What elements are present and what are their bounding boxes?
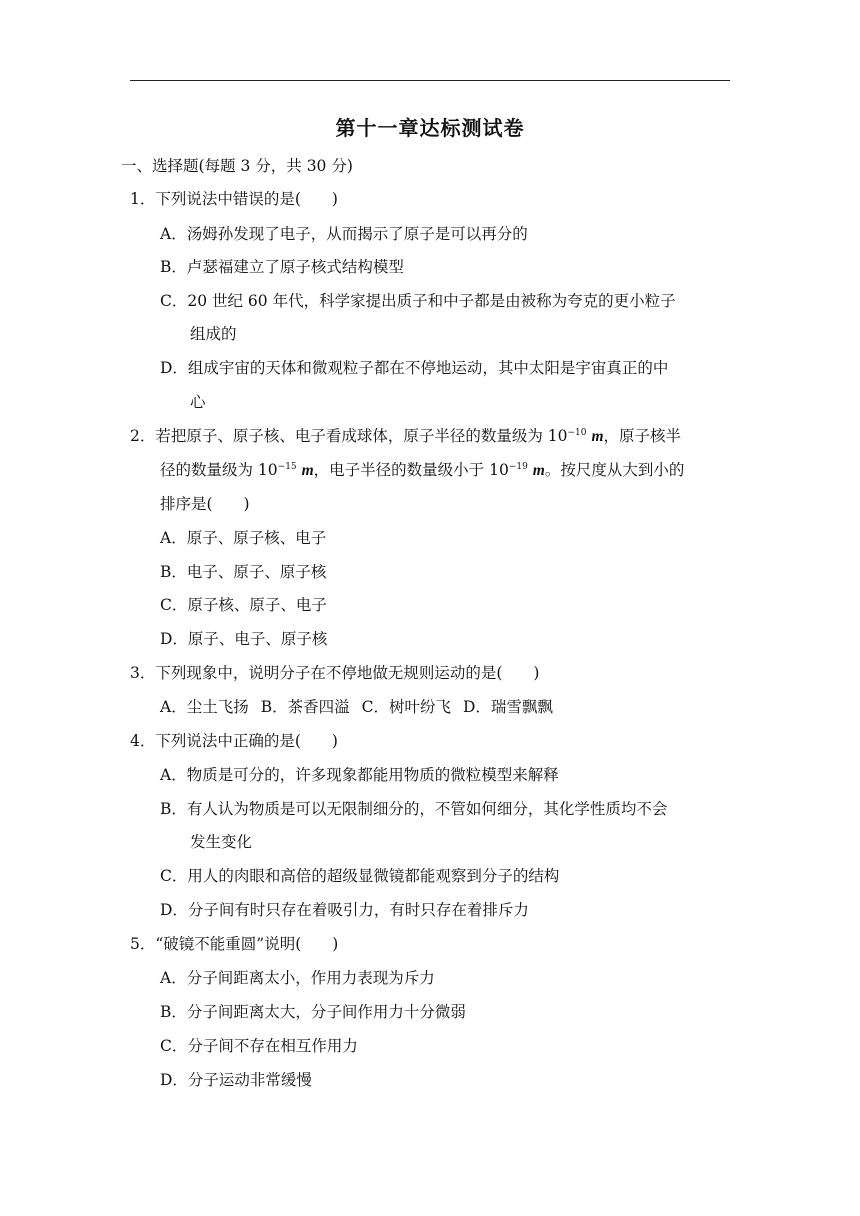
q1-option-c: C．20 世纪 60 年代，科学家提出质子和中子都是由被称为夸克的更小粒子 — [160, 292, 676, 310]
q3-option-c: C．树叶纷飞 — [361, 698, 451, 716]
header-rule — [130, 80, 730, 81]
q4-option-b-cont: 发生变化 — [190, 833, 253, 851]
q2-option-b: B．电子、原子、原子核 — [160, 563, 327, 581]
q1-option-c-cont: 组成的 — [190, 325, 237, 343]
page-title: 第十一章达标测试卷 — [335, 116, 525, 140]
q5-stem: 5．“破镜不能重圆”说明( ) — [130, 935, 339, 953]
q3-option-a: A．尘土飞扬 — [160, 698, 249, 716]
q3-options — [160, 697, 553, 717]
q5-option-a: A．分子间距离太小，作用力表现为斥力 — [160, 969, 435, 987]
q4-stem: 4．下列说法中正确的是( ) — [130, 732, 338, 750]
q4-option-a: A．物质是可分的，许多现象都能用物质的微粒模型来解释 — [160, 766, 559, 784]
q2-stem-line2: 径的数量级为 $10^{-15}$ m，电子半径的数量级小于 $10^{-19}$ m。按尺度从大到小的 — [160, 461, 685, 479]
q2-option-c: C．原子核、原子、电子 — [160, 596, 327, 614]
q3-option-d: D．瑞雪飘飘 — [462, 698, 553, 716]
q4-option-d: D．分子间有时只存在着吸引力，有时只存在着排斥力 — [160, 901, 529, 919]
q1-option-b: B．卢瑟福建立了原子核式结构模型 — [160, 258, 404, 276]
q2-option-a: A．原子、原子核、电子 — [160, 529, 327, 547]
q5-option-d: D．分子运动非常缓慢 — [160, 1071, 312, 1089]
q3-option-b: B．茶香四溢 — [260, 698, 350, 716]
q1-option-d: D．组成宇宙的天体和微观粒子都在不停地运动，其中太阳是宇宙真正的中 — [160, 359, 669, 377]
q4-option-c: C．用人的肉眼和高倍的超级显微镜都能观察到分子的结构 — [160, 867, 560, 885]
q1-stem: 1．下列说法中错误的是( ) — [130, 190, 338, 208]
q2-option-d: D．原子、电子、原子核 — [160, 630, 328, 648]
q1-option-d-cont: 心 — [190, 393, 206, 411]
q5-option-b: B．分子间距离太大，分子间作用力十分微弱 — [160, 1003, 466, 1021]
section-heading: 一、选择题(每题 3 分，共 30 分) — [121, 157, 353, 175]
q2-stem-line1: 2．若把原子、原子核、电子看成球体，原子半径的数量级为 $10^{-10}$ m，原子核半 — [130, 427, 682, 445]
q2-stem-line3: 排序是( ) — [160, 495, 250, 513]
q3-stem: 3．下列现象中，说明分子在不停地做无规则运动的是( ) — [130, 664, 540, 682]
q5-option-c: C．分子间不存在相互作用力 — [160, 1037, 358, 1055]
q1-option-a: A．汤姆孙发现了电子，从而揭示了原子是可以再分的 — [160, 225, 528, 243]
q4-option-b: B．有人认为物质是可以无限制细分的，不管如何细分，其化学性质均不会 — [160, 800, 668, 818]
